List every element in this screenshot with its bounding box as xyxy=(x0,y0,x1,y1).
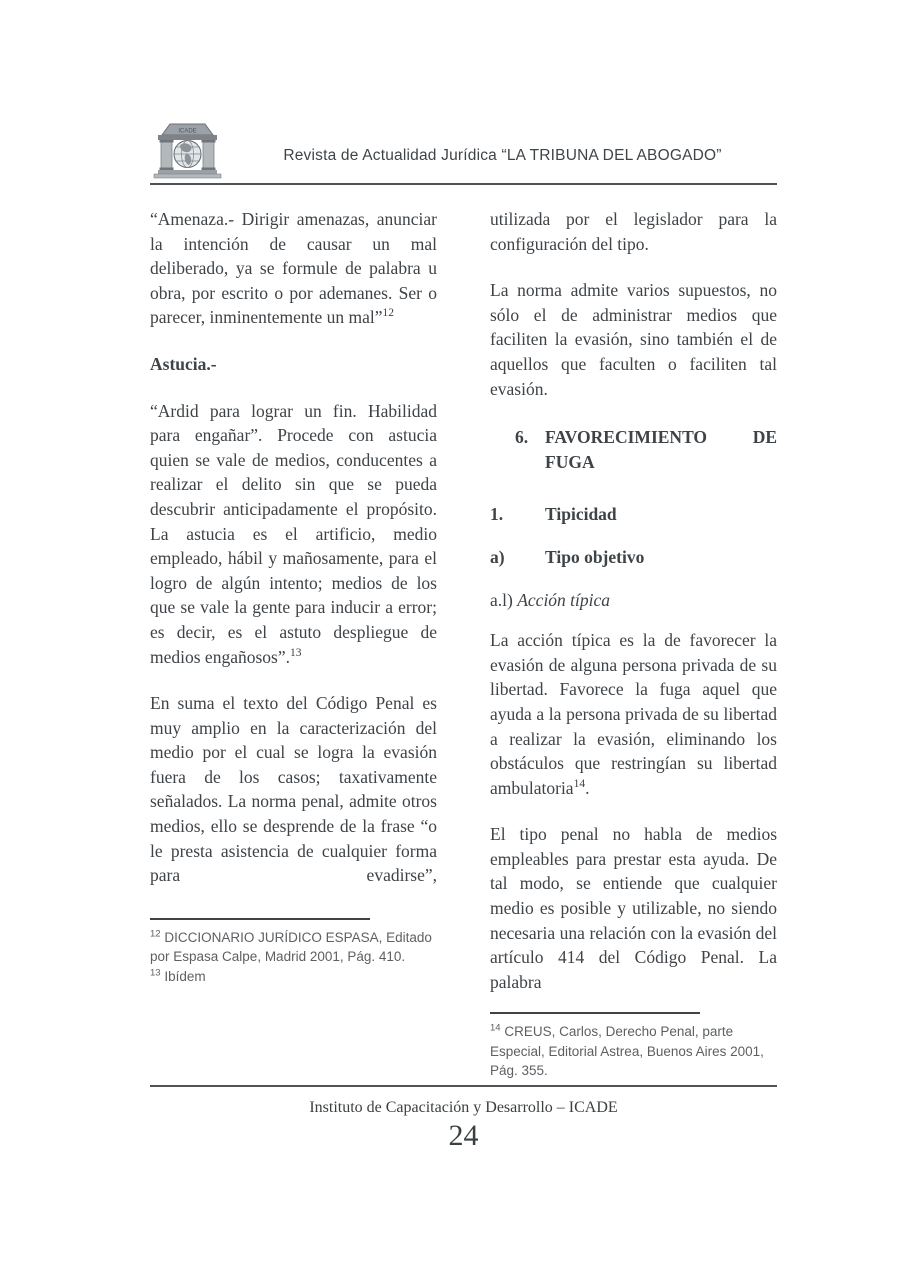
paragraph-text: La acción típica es la de favorecer la evasión de alguna persona privada de su libertad. Favorece la fuga aquel que ayuda a la persona privada de su libertad a realizar la evasión, eliminando los obstáculos que restringían su libertad ambulatoria xyxy=(490,630,777,798)
footnote-12 xyxy=(150,928,437,967)
section-title-word: FAVORECIMIENTO xyxy=(545,427,708,448)
list-number: 1. xyxy=(490,504,504,525)
paragraph-la-norma: La norma admite varios supuestos, no sólo el de administrar medios que faciliten la evasión, sino también el de aquellos que faculten o faciliten tal evasión. xyxy=(490,280,777,399)
paragraph-text: . xyxy=(585,777,590,798)
section-number: 6. xyxy=(515,427,529,448)
subheading-label: Tipicidad xyxy=(545,504,617,525)
footnote-text: Ibídem xyxy=(164,968,206,984)
paragraph-text: “Amenaza.- Dirigir amenazas, anunciar la intención de causar un mal deliberado, ya se formule de palabra u obra, por escrito o por ademanes. Ser o parecer, inminentemente un mal” xyxy=(150,209,437,328)
journal-title: Revista de Actualidad Jurídica “LA TRIBUNA DEL ABOGADO” xyxy=(283,147,722,164)
section-title-word: DE xyxy=(752,427,777,448)
footnote-text: CREUS, Carlos, Derecho Penal, parte Especial, Editorial Astrea, Buenos Aires 2001, Pág. 355. xyxy=(490,1024,764,1079)
heading-astucia: Astucia.- xyxy=(150,353,217,374)
footnote-marker: 12 xyxy=(150,928,161,940)
paragraph-en-suma: En suma el texto del Código Penal es muy amplio en la caracterización del medio por el cual se logra la evasión fuera de los casos; taxativamente señalados. La norma penal, admite otros medios, ello se desprende de la frase “o le presta asistencia de cualquier forma para evadirse”, xyxy=(150,693,437,886)
page-footer xyxy=(150,1085,777,1153)
right-column xyxy=(490,207,777,1085)
paragraph-ardid xyxy=(150,399,437,670)
paragraph-tipo-penal: El tipo penal no habla de medios empleables para prestar esta ayuda. De tal modo, se entiende que cualquier medio es posible y utilizable, no siendo necesaria una relación con la evasión del artículo 414 del Código Penal. La palabra xyxy=(490,824,777,992)
paragraph-accion-tipica xyxy=(490,628,777,800)
subheading-accion-tipica xyxy=(490,588,777,613)
footnote-ref-12: 12 xyxy=(382,307,395,320)
building-globe-icon xyxy=(150,123,225,180)
paragraph-text: “Ardid para lograr un fin. Habilidad para engañar”. Procede con astucia quien se vale de medios, conducentes a realizar el delito sin que se pueda descubrir anticipadamente el propósito. La astucia es el artificio, medio empleado, hábil y mañosamente, para el logro de algún intento; medios de los que se vale la gente para inducir a error; es decir, es el astuto despliegue de medios engañosos”. xyxy=(150,400,437,667)
footnote-marker: 14 xyxy=(490,1022,501,1034)
subheading-label: Acción típica xyxy=(517,589,611,610)
page-number: 24 xyxy=(448,1119,479,1152)
subheading-tipo-objetivo xyxy=(490,545,777,570)
footnote-ref-13: 13 xyxy=(289,646,302,659)
list-sub-letter: a.l) xyxy=(490,589,513,610)
list-letter: a) xyxy=(490,546,505,567)
footnote-separator xyxy=(150,918,370,920)
footnote-marker: 13 xyxy=(150,967,161,979)
subheading-tipicidad xyxy=(490,502,777,527)
footnote-text: DICCIONARIO JURÍDICO ESPASA, Editado por Espasa Calpe, Madrid 2001, Pág. 410. xyxy=(150,929,432,965)
icade-logo xyxy=(150,123,228,181)
two-column-content xyxy=(150,207,777,1085)
left-column xyxy=(150,207,437,1085)
footnote-14 xyxy=(490,1022,777,1081)
footnote-ref-14: 14 xyxy=(573,777,586,790)
section-heading-favorecimiento-de-fuga xyxy=(490,425,777,474)
page-header xyxy=(150,123,777,185)
section-title xyxy=(545,425,777,474)
paragraph-utilizada: utilizada por el legislador para la configuración del tipo. xyxy=(490,209,777,254)
subheading-label: Tipo objetivo xyxy=(545,546,645,567)
section-title-word: FUGA xyxy=(545,451,595,472)
footnote-13 xyxy=(150,967,437,987)
logo-text: ICADE xyxy=(178,128,197,135)
footnote-separator xyxy=(490,1012,700,1014)
institute-name: Instituto de Capacitación y Desarrollo – ICADE xyxy=(309,1099,618,1116)
paragraph-amenaza xyxy=(150,207,437,330)
